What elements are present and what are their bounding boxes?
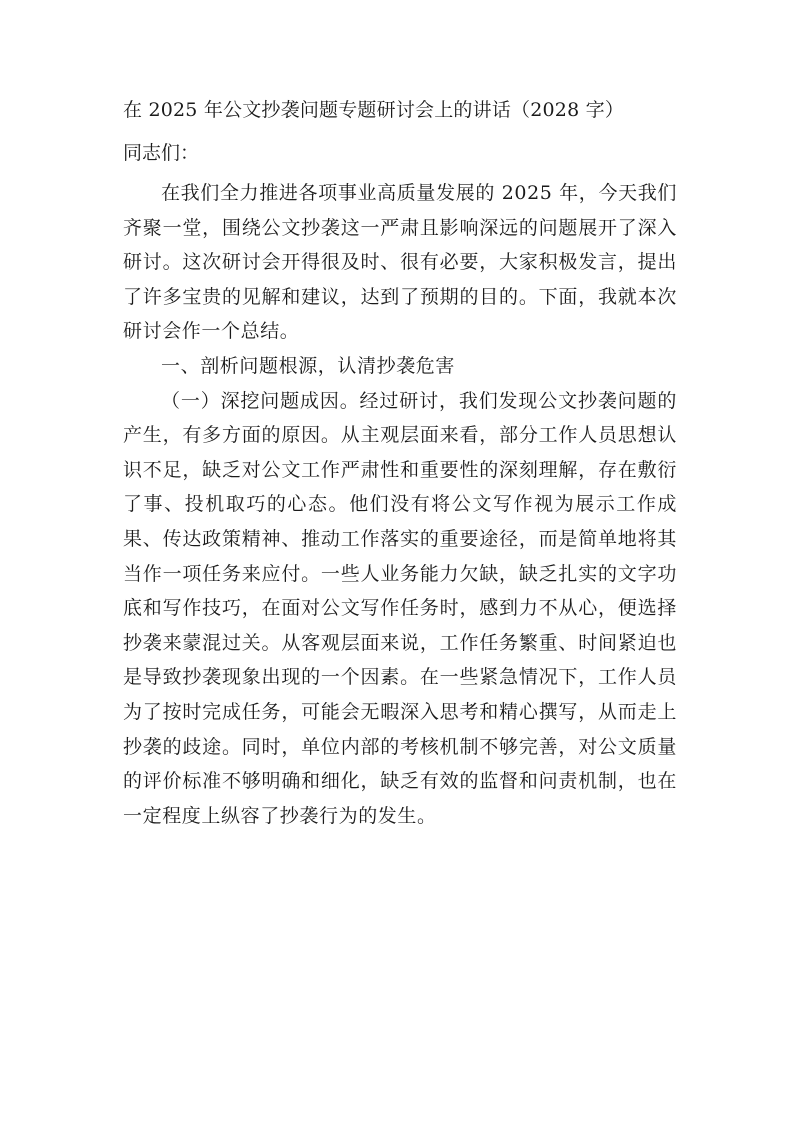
document-title: 在 2025 年公文抄袭问题专题研讨会上的讲话（2028 字） (123, 99, 625, 121)
section-1-paragraph-1: （一）深挖问题成因。经过研讨，我们发现公文抄袭问题的产生，有多方面的原因。从主观层面来看，部分工作人员思想认识不足，缺乏对公文工作严肃性和重要性的深刻理解，存在敷衍了事、投机取巧的心态。他们没有将公文写作视为展示工作成果、传达政策精神、推动工作落实的重要途径，而是简单地将其当作一项任务来应付。一些人业务能力欠缺，缺乏扎实的文字功底和写作技巧，在面对公文写作任务时，感到力不从心，便选择抄袭来蒙混过关。从客观层面来说，工作任务繁重、时间紧迫也是导致抄袭现象出现的一个因素。在一些紧急情况下，工作人员为了按时完成任务，可能会无暇深入思考和精心撰写，从而走上抄袭的歧途。同时，单位内部的考核机制不够完善，对公文质量的评价标准不够明确和细化，缺乏有效的监督和问责机制，也在一定程度上纵容了抄袭行为的发生。 (123, 389, 677, 827)
salutation: 同志们： (123, 142, 200, 164)
section-heading-1: 一、剖析问题根源，认清抄袭危害 (161, 354, 456, 377)
intro-paragraph: 在我们全力推进各项事业高质量发展的 2025 年，今天我们齐聚一堂，围绕公文抄袭这一严肃且影响深远的问题展开了深入研讨。这次研讨会开得很及时、很有必要，大家积极发言，提出了许多宝贵的见解和建议，达到了预期的目的。下面，我就本次研讨会作一个总结。 (123, 182, 677, 343)
document-body (123, 176, 677, 833)
